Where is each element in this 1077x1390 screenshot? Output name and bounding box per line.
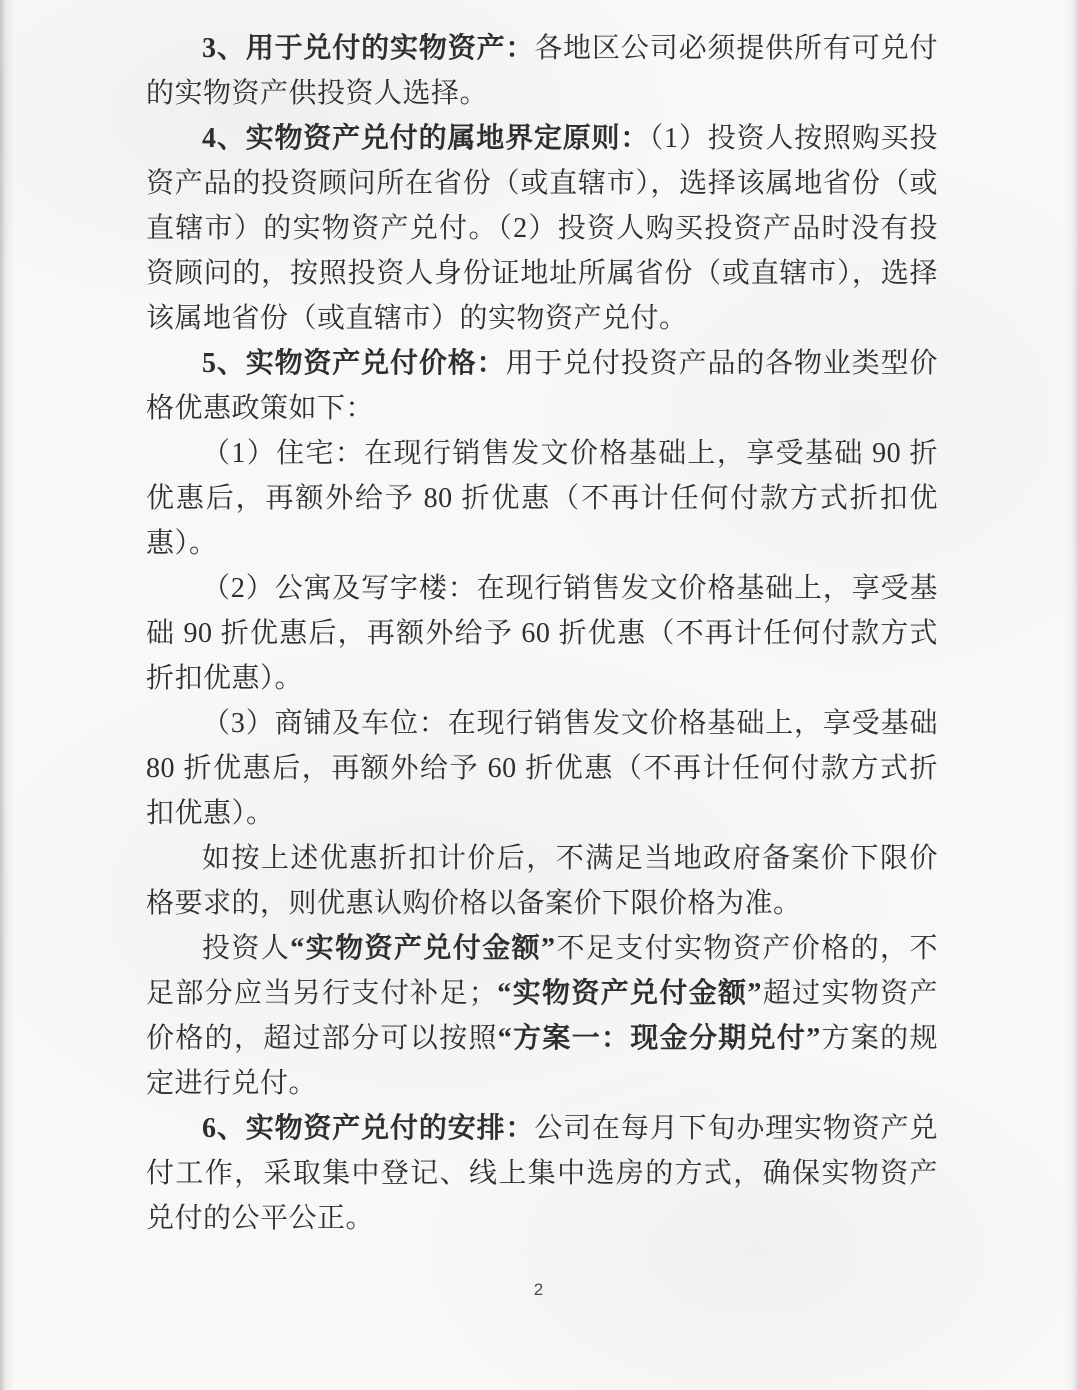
clause-3-text: 各地区公司必须提供所有可兑付的实物资产供投资人选择。: [146, 33, 938, 109]
paragraph-clause-5: [146, 341, 938, 431]
clause-5-item-1-text: （1）住宅：在现行销售发文价格基础上，享受基础 90 折优惠后，再额外给予 80 折优惠（不再计任何付款方式折扣优惠）。: [146, 438, 938, 559]
rule-text-2: 不足支付实物资产价格的，不足部分应当另行支付补足；: [146, 933, 938, 1009]
floor-price-note-text: 如按上述优惠折扣计价后，不满足当地政府备案价下限价格要求的，则优惠认购价格以备案价下限价格为准。: [146, 843, 938, 919]
rule-text-3: 超过实物资产价格的，超过部分可以按照: [146, 978, 938, 1054]
clause-4-heading: 4、实物资产兑付的属地界定原则：: [202, 123, 650, 154]
rule-text-1: 投资人: [202, 933, 291, 964]
page-number: 2: [533, 1280, 544, 1299]
clause-5-item-2-text: （2）公寓及写字楼：在现行销售发文价格基础上，享受基础 90 折优惠后，再额外给予 60 折优惠（不再计任何付款方式折扣优惠）。: [146, 573, 938, 694]
document-body: [146, 26, 938, 1241]
clause-6-heading: 6、实物资产兑付的安排：: [202, 1113, 535, 1144]
paragraph-redemption-amount-rule: [146, 926, 938, 1106]
rule-quoted-plan-name: “方案一：现金分期兑付”: [497, 1023, 821, 1054]
rule-quoted-term-2: “实物资产兑付金额”: [497, 978, 762, 1009]
paragraph-clause-5-item-3: [146, 701, 938, 836]
clause-5-item-3-text: （3）商铺及车位：在现行销售发文价格基础上，享受基础 80 折优惠后，再额外给予 60 折优惠（不再计任何付款方式折扣优惠）。: [146, 708, 938, 829]
paragraph-clause-5-item-2: [146, 566, 938, 701]
clause-5-text: 用于兑付投资产品的各物业类型价格优惠政策如下：: [146, 348, 938, 424]
paragraph-clause-6: [146, 1106, 938, 1241]
clause-6-text: 公司在每月下旬办理实物资产兑付工作，采取集中登记、线上集中选房的方式，确保实物资产兑付的公平公正。: [146, 1113, 938, 1234]
rule-text-4: 方案的规定进行兑付。: [146, 1023, 938, 1099]
paragraph-floor-price-note: [146, 836, 938, 926]
rule-quoted-term-1: “实物资产兑付金额”: [290, 933, 556, 964]
paragraph-clause-3: [146, 26, 938, 116]
clause-3-heading: 3、用于兑付的实物资产：: [202, 33, 535, 64]
clause-4-text: （1）投资人按照购买投资产品的投资顾问所在省份（或直辖市），选择该属地省份（或直辖市）的实物资产兑付。（2）投资人购买投资产品时没有投资顾问的，按照投资人身份证地址所属省份（或直辖市），选择该属地省份（或直辖市）的实物资产兑付。: [146, 123, 938, 334]
paragraph-clause-5-item-1: [146, 431, 938, 566]
paragraph-clause-4: [146, 116, 938, 341]
clause-5-heading: 5、实物资产兑付价格：: [202, 348, 506, 379]
